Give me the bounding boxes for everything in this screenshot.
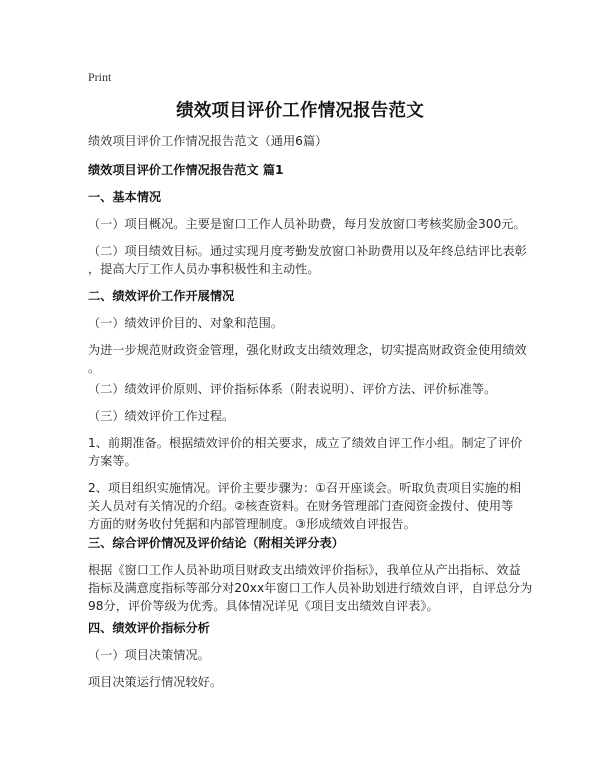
paragraph-implementation-line-2: 关人员对有关情况的介绍。②核查资料。在财务管理部门查阅资金拨付、使用等 [88, 499, 514, 513]
paragraph-evaluation-purpose: （一）绩效评价目的、对象和范围。 [88, 316, 283, 330]
paragraph-evaluation-principles: （二）绩效评价原则、评价指标体系（附表说明）、评价方法、评价标准等。 [88, 382, 497, 396]
paragraph-self-evaluation-line-2: 指标及满意度指标等部分对20xx年窗口工作人员补助划进行绩效自评，自评总分为 [88, 581, 533, 595]
paragraph-preparation-line-2: 方案等。 [88, 454, 137, 468]
paragraph-decision-status: 项目决策运行情况较好。 [88, 675, 223, 689]
document-subtitle: 绩效项目评价工作情况报告范文（通用6篇） [88, 134, 328, 148]
paragraph-performance-goal-line-1: （二）项目绩效目标。通过实现月度考勤发放窗口补助费用以及年终总结评比表彰 [88, 244, 527, 258]
paragraph-performance-goal-line-2: ，提高大厅工作人员办事积极性和主动性。 [88, 262, 320, 276]
heading-basic-info: 一、基本情况 [88, 190, 162, 204]
paragraph-standardize-funds-line-1: 为进一步规范财政资金管理，强化财政支出绩效理念，切实提高财政资金使用绩效 [88, 343, 527, 357]
paragraph-self-evaluation-line-1: 根据《窗口工作人员补助项目财政支出绩效评价指标》，我单位从产出指标、效益 [88, 563, 521, 577]
paragraph-standardize-funds-line-2: 。 [88, 361, 101, 375]
heading-indicator-analysis: 四、绩效评价指标分析 [88, 621, 210, 635]
paragraph-project-decision: （一）项目决策情况。 [88, 648, 210, 662]
heading-evaluation-work: 二、绩效评价工作开展情况 [88, 289, 235, 303]
paragraph-preparation-line-1: 1、前期准备。根据绩效评价的相关要求，成立了绩效自评工作小组。制定了评价 [88, 436, 523, 450]
paragraph-project-overview: （一）项目概况。主要是窗口工作人员补助费，每月发放窗口考核奖励金300元。 [88, 217, 526, 231]
section-title: 绩效项目评价工作情况报告范文 篇1 [88, 163, 284, 177]
paragraph-implementation-line-1: 2、项目组织实施情况。评价主要步骤为：①召开座谈会。听取负责项目实施的相 [88, 481, 522, 495]
heading-comprehensive-evaluation: 三、综合评价情况及评价结论（附相关评分表） [88, 536, 344, 550]
paragraph-implementation-line-3: 方面的财务收付凭据和内部管理制度。③形成绩效自评报告。 [88, 517, 416, 531]
document-title: 绩效项目评价工作情况报告范文 [176, 101, 424, 121]
paragraph-evaluation-process: （三）绩效评价工作过程。 [88, 409, 235, 423]
print-label[interactable]: Print [88, 70, 112, 84]
paragraph-self-evaluation-line-3: 98分，评价等级为优秀。具体情况详见《项目支出绩效自评表》。 [88, 599, 439, 613]
